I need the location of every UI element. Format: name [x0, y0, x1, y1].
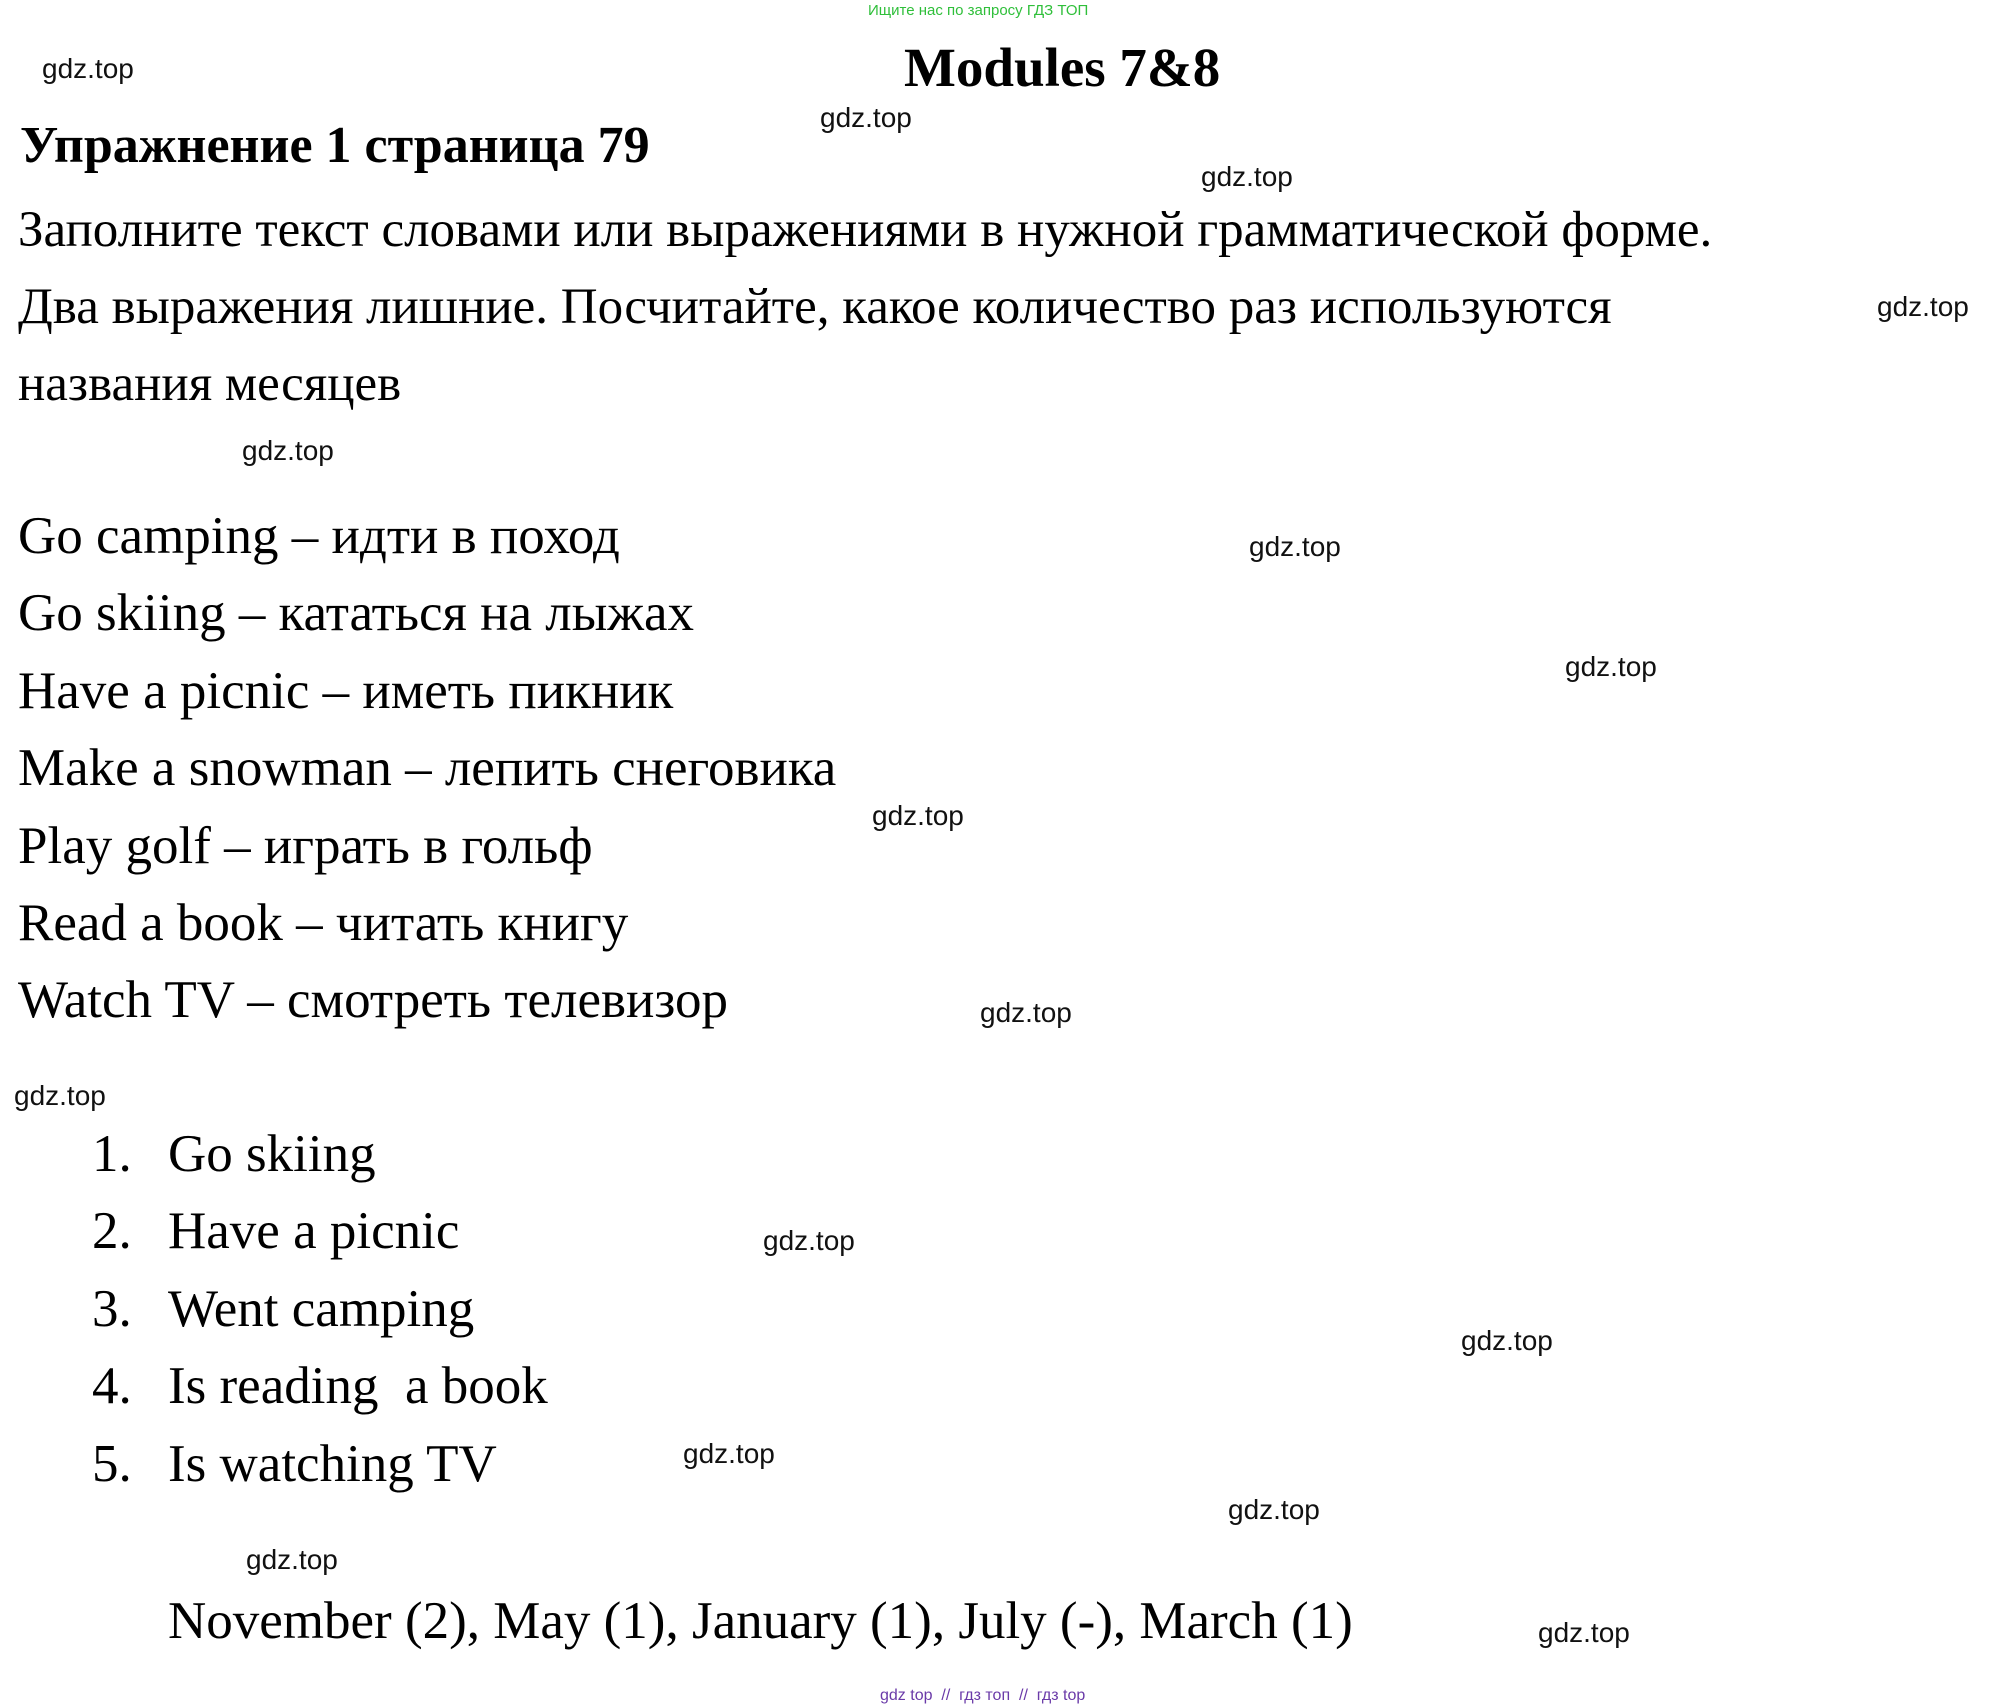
instruction-line-1: Заполните текст словами или выражениями в нужной грамматической форме.: [18, 202, 1713, 258]
watermark-text: gdz.top: [683, 1438, 775, 1469]
watermark-text: gdz.top: [1249, 531, 1341, 562]
answer-text: Go skiing: [168, 1125, 376, 1183]
vocab-item: Play golf – играть в гольф: [18, 817, 593, 875]
answer-text: Is reading a book: [168, 1357, 548, 1415]
answer-text: Have a picnic: [168, 1202, 460, 1260]
watermark-text: gdz.top: [820, 102, 912, 133]
answer-number: 2.: [92, 1202, 132, 1260]
vocab-item: Read a book – читать книгу: [18, 894, 629, 952]
answer-number: 5.: [92, 1435, 132, 1493]
exercise-heading: Упражнение 1 страница 79: [20, 117, 650, 174]
watermark-text: gdz.top: [980, 997, 1072, 1028]
watermark-text: gdz.top: [246, 1544, 338, 1575]
vocab-item: Go camping – идти в поход: [18, 507, 620, 565]
watermark-text: gdz.top: [872, 800, 964, 831]
instruction-line-2: Два выражения лишние. Посчитайте, какое количество раз используются: [18, 279, 1612, 335]
answer-number: 3.: [92, 1280, 132, 1338]
answer-number: 1.: [92, 1125, 132, 1183]
watermark-text: gdz.top: [1228, 1494, 1320, 1525]
answer-number: 4.: [92, 1357, 132, 1415]
watermark-text: gdz.top: [14, 1080, 106, 1111]
instruction-line-3: названия месяцев: [18, 356, 402, 412]
watermark-text: gdz.top: [1877, 291, 1969, 322]
vocab-item: Make a snowman – лепить снеговика: [18, 739, 837, 797]
page-title: Modules 7&8: [904, 37, 1221, 98]
watermark-text: gdz.top: [42, 53, 134, 84]
watermark-text: gdz.top: [763, 1225, 855, 1256]
watermark-text: gdz.top: [1538, 1617, 1630, 1648]
watermark-text: gdz.top: [242, 435, 334, 466]
vocab-item: Have a picnic – иметь пикник: [18, 662, 674, 720]
watermark-text: gdz.top: [1565, 651, 1657, 682]
top-banner-link[interactable]: Ищите нас по запросу ГДЗ ТОП: [868, 2, 1089, 19]
watermark-text: gdz.top: [1201, 161, 1293, 192]
vocab-item: Go skiing – кататься на лыжах: [18, 584, 694, 642]
vocab-item: Watch TV – смотреть телевизор: [18, 971, 728, 1029]
months-summary: November (2), May (1), January (1), July (-), March (1): [168, 1592, 1353, 1650]
watermark-text: gdz.top: [1461, 1325, 1553, 1356]
footer-links[interactable]: gdz top // гдз топ // гдз top: [880, 1687, 1086, 1704]
answer-text: Is watching TV: [168, 1435, 497, 1493]
answer-text: Went camping: [168, 1280, 475, 1338]
